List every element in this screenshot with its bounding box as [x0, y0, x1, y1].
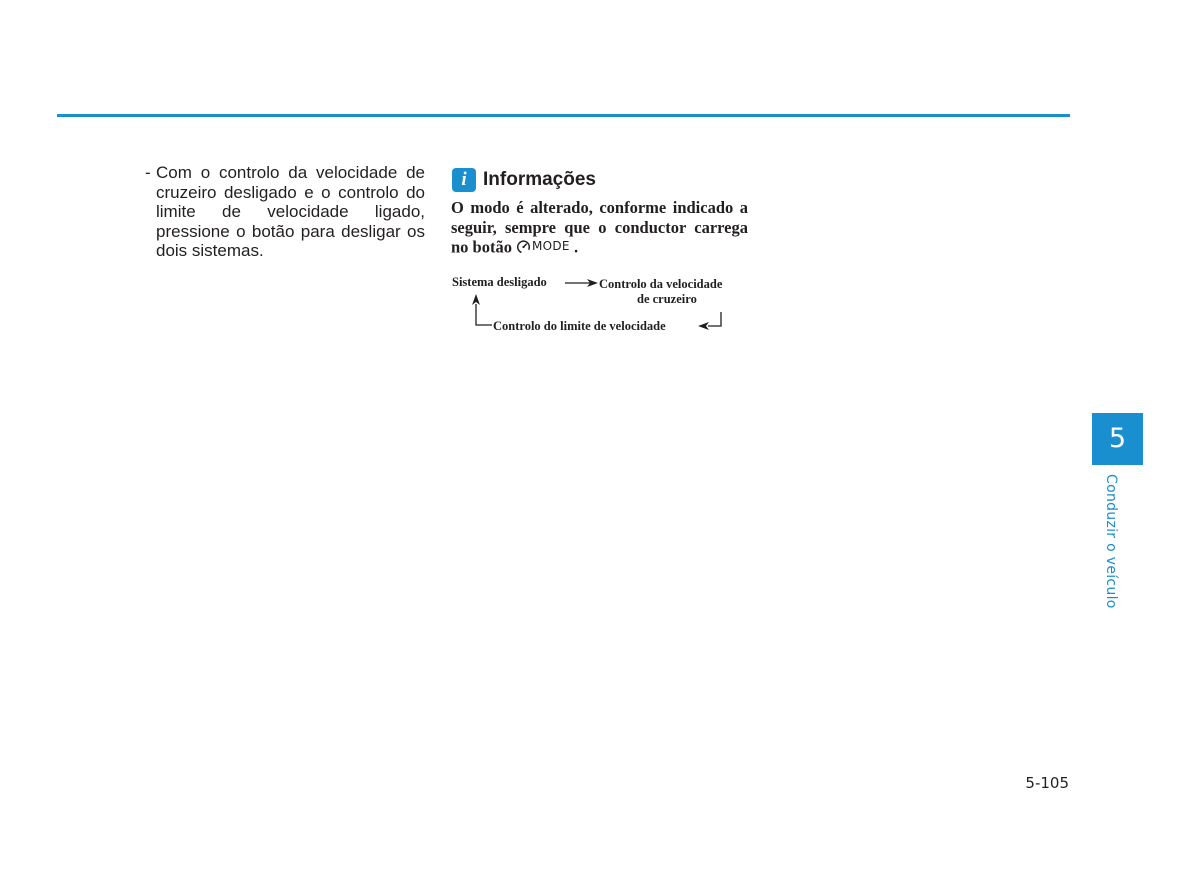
arrow-limit-to-off	[476, 304, 492, 325]
bullet-marker: -	[145, 163, 151, 182]
chapter-number-tab: 5	[1092, 413, 1143, 465]
arrow-head-up	[472, 294, 480, 305]
arrow-cruise-to-limit	[708, 312, 721, 326]
info-trailing: .	[573, 237, 579, 257]
mode-label: MODE	[531, 239, 570, 253]
mode-cycle-diagram	[440, 268, 760, 338]
label-cruise-control-line2: de cruzeiro	[637, 292, 697, 306]
arrow-head-left	[698, 322, 709, 330]
info-title: Informações	[483, 169, 596, 190]
info-text	[451, 198, 748, 257]
speedometer-icon	[516, 239, 531, 254]
chapter-title: Conduzir o veículo	[1103, 474, 1119, 609]
label-system-off: Sistema desligado	[452, 275, 547, 289]
mode-button-glyph	[516, 237, 570, 257]
page-number: 5-105	[1025, 774, 1069, 792]
bullet-paragraph	[145, 163, 425, 261]
label-speed-limit-control: Controlo do limite de velocidade	[493, 319, 666, 333]
label-cruise-control-line1: Controlo da velocidade	[599, 277, 723, 291]
top-divider	[57, 114, 1070, 117]
bullet-text: Com o controlo da velocidade de cruzeiro desligado e o controlo do limite de velocidade ligado, pressione o botão para desligar os dois sistemas.	[156, 163, 425, 260]
info-icon: i	[452, 168, 476, 192]
info-body: O modo é alterado, conforme indicado a seguir, sempre que o conductor carrega no botão	[451, 198, 748, 257]
info-heading	[452, 168, 596, 192]
